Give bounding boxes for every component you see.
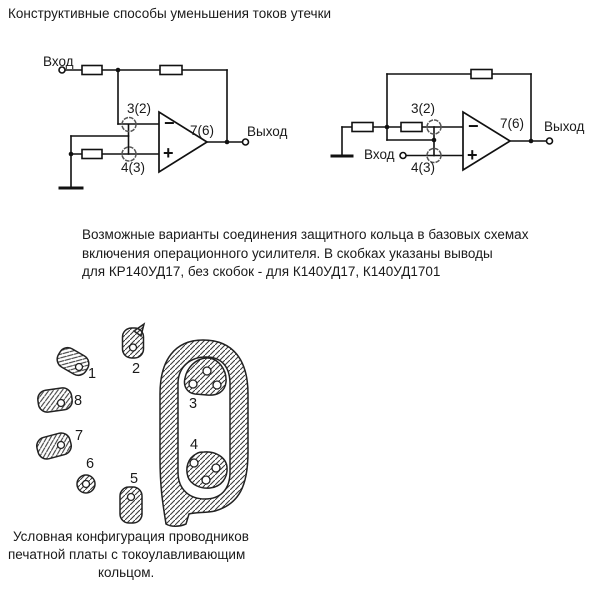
pcb-caption-line: кольцом. (98, 565, 155, 580)
right-output-label: Выход (544, 119, 585, 134)
pad-label-4: 4 (190, 437, 199, 453)
left-plus-input-sign: + (163, 143, 174, 163)
pad-hole (58, 442, 65, 449)
pad-label-2: 2 (132, 361, 141, 377)
pcb-caption-line: печатной платы с токоулавливающим (8, 547, 246, 562)
pad-label-8: 8 (74, 393, 83, 409)
terminal-icon (59, 67, 249, 145)
left-input-label: Вход (43, 54, 74, 69)
pad-7 (35, 431, 74, 461)
pad-8 (37, 387, 74, 414)
right-minus-input-sign: − (468, 116, 479, 136)
right-input-label: Вход (364, 147, 395, 162)
left-output-label: Выход (247, 124, 288, 139)
pad-hole (83, 481, 90, 488)
pad-hole (58, 400, 65, 407)
pad-3 (184, 358, 226, 395)
left-pin4-label: 4(3) (121, 160, 146, 175)
right-pin3-label: 3(2) (411, 101, 436, 116)
pad-1 (54, 344, 92, 378)
pad-label-5: 5 (130, 471, 139, 487)
description-line: Возможные варианты соединения защитного кольца в базовых схемах (82, 227, 529, 242)
pad-hole (128, 494, 135, 501)
right-pin4-label: 4(3) (411, 160, 436, 175)
pcb-caption-line: Условная конфигурация проводников (13, 529, 249, 544)
pad-label-7: 7 (75, 428, 84, 444)
circuit-inverting-schematic (59, 66, 249, 189)
left-pin7-label: 7(6) (190, 123, 215, 138)
pad-hole (130, 344, 137, 351)
pad-label-3: 3 (189, 396, 198, 412)
page-title: Конструктивные способы уменьшения токов утечки (8, 6, 332, 21)
left-pin3-label: 3(2) (127, 101, 152, 116)
right-plus-input-sign: + (467, 145, 478, 165)
left-minus-input-sign: − (164, 113, 175, 133)
description-line: включения операционного усилителя. В скобках указаны выводы (82, 245, 493, 261)
pad-2 (123, 328, 144, 358)
description-line: для КР140УД17, без скобок - для К140УД17, К140УД1701 (82, 264, 441, 279)
pad-hole (76, 364, 83, 371)
pad-label-1: 1 (88, 366, 97, 382)
pad-5 (120, 487, 142, 523)
pad-label-6: 6 (86, 456, 95, 472)
description-paragraph (82, 226, 528, 282)
right-pin7-label: 7(6) (500, 116, 525, 131)
pcb-layout-drawing (35, 324, 248, 526)
